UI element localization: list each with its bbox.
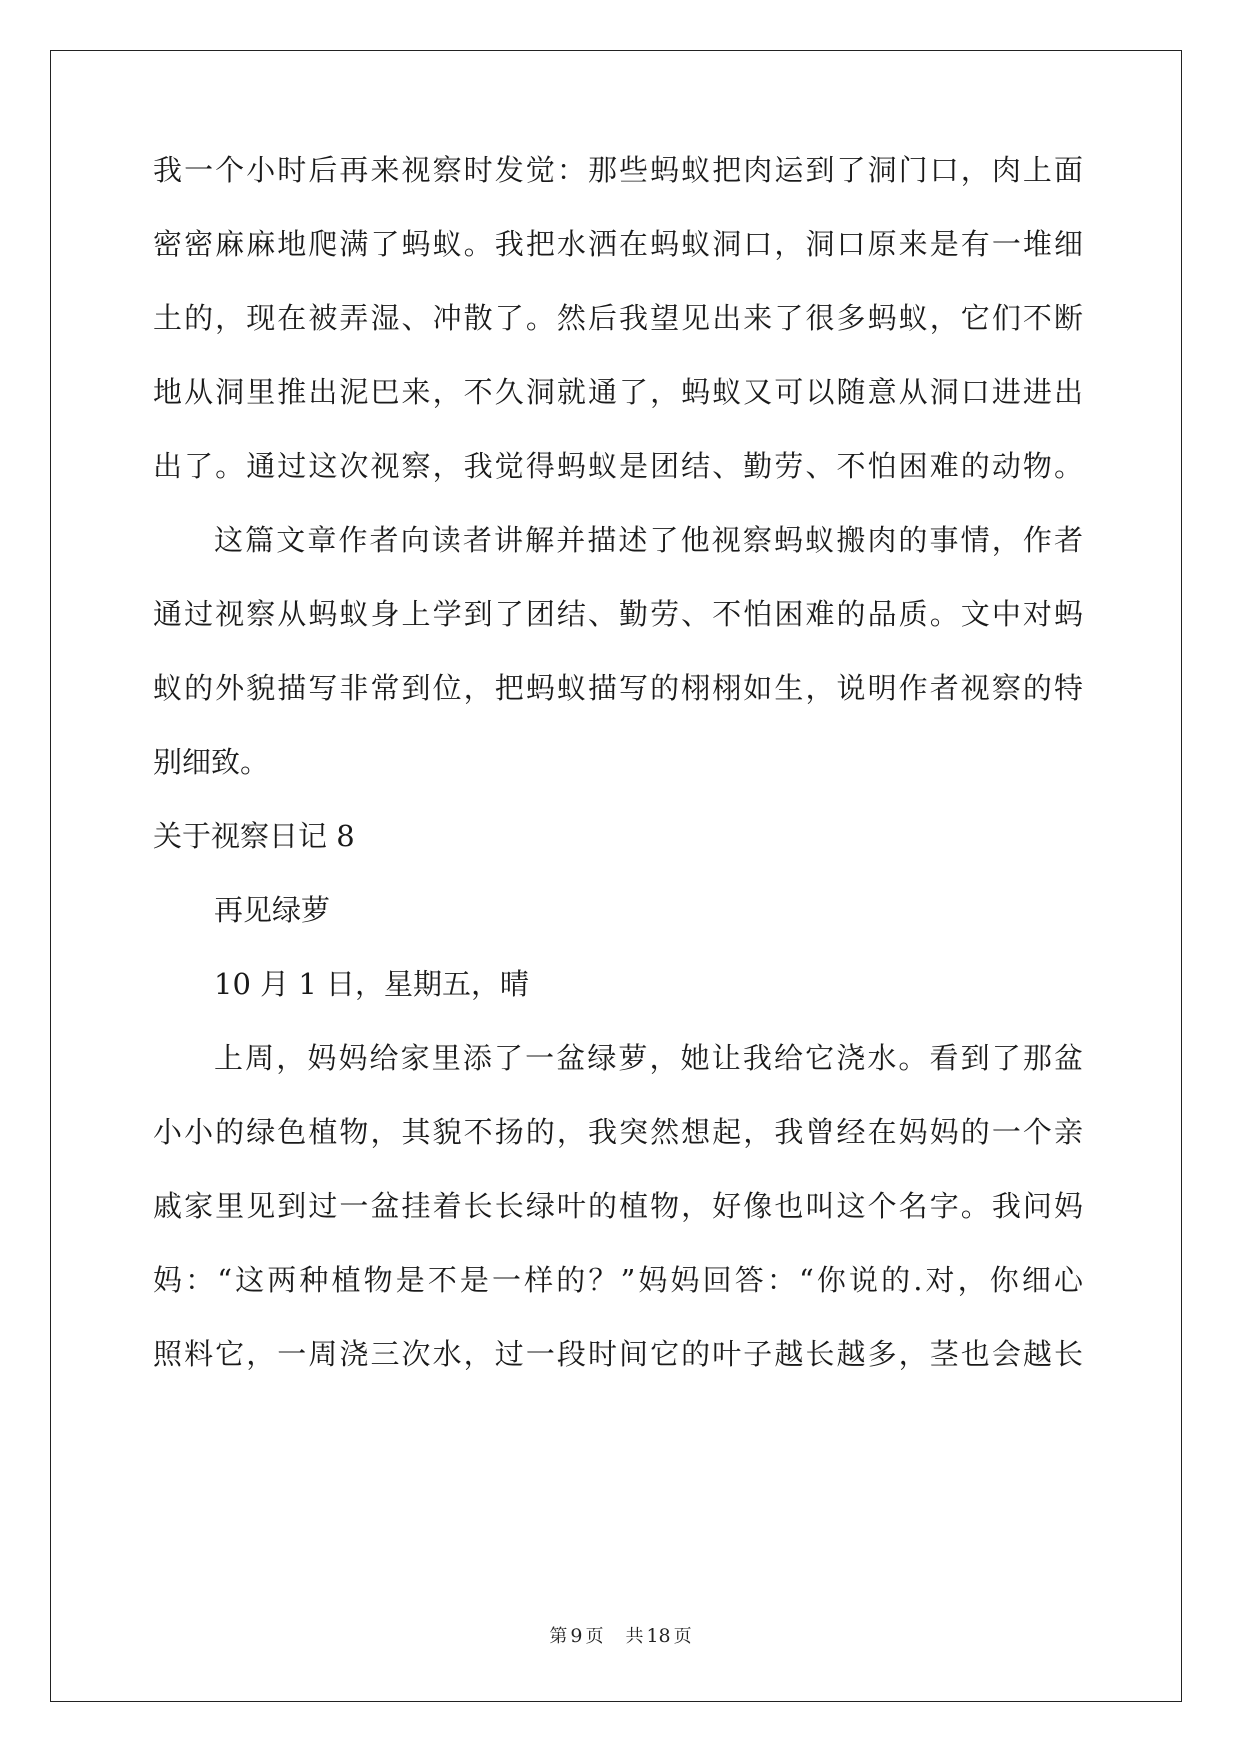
diary-date: 10 月 1 日，星期五，晴 — [214, 967, 530, 1001]
body-line: 小小的绿色植物，其貌不扬的，我突然想起，我曾经在妈妈的一个亲 — [153, 1115, 1083, 1149]
page-current: 9 — [570, 1625, 583, 1647]
body-line: 妈：“这两种植物是不是一样的？”妈妈回答：“你说的.对，你细心 — [153, 1263, 1083, 1297]
section-heading: 关于视察日记 8 — [153, 819, 355, 853]
page-prefix: 第 — [549, 1626, 568, 1647]
body-line: 土的，现在被弄湿、冲散了。然后我望见出来了很多蚂蚁，它们不断 — [153, 301, 1083, 335]
page-footer — [0, 1624, 1241, 1649]
body-line: 照料它，一周浇三次水，过一段时间它的叶子越长越多，茎也会越长 — [153, 1337, 1083, 1371]
body-line: 别细致。 — [153, 745, 270, 779]
body-line: 戚家里见到过一盆挂着长长绿叶的植物，好像也叫这个名字。我问妈 — [153, 1189, 1083, 1223]
body-line: 地从洞里推出泥巴来，不久洞就通了，蚂蚁又可以随意从洞口进进出 — [153, 375, 1083, 409]
body-line: 出了。通过这次视察，我觉得蚂蚁是团结、勤劳、不怕困难的动物。 — [153, 449, 1083, 483]
body-line: 蚁的外貌描写非常到位，把蚂蚁描写的栩栩如生，说明作者视察的特 — [153, 671, 1083, 705]
diary-title: 再见绿萝 — [214, 893, 331, 927]
body-line: 密密麻麻地爬满了蚂蚁。我把水洒在蚂蚁洞口，洞口原来是有一堆细 — [153, 227, 1083, 261]
page-suffix: 页 — [585, 1626, 604, 1647]
total-suffix: 页 — [673, 1626, 692, 1647]
page-total: 18 — [646, 1625, 671, 1647]
body-line: 我一个小时后再来视察时发觉：那些蚂蚁把肉运到了洞门口，肉上面 — [153, 153, 1083, 187]
total-prefix: 共 — [625, 1626, 644, 1647]
body-line: 这篇文章作者向读者讲解并描述了他视察蚂蚁搬肉的事情，作者 — [214, 523, 1083, 557]
body-line: 通过视察从蚂蚁身上学到了团结、勤劳、不怕困难的品质。文中对蚂 — [153, 597, 1083, 631]
body-line: 上周，妈妈给家里添了一盆绿萝，她让我给它浇水。看到了那盆 — [214, 1041, 1083, 1075]
